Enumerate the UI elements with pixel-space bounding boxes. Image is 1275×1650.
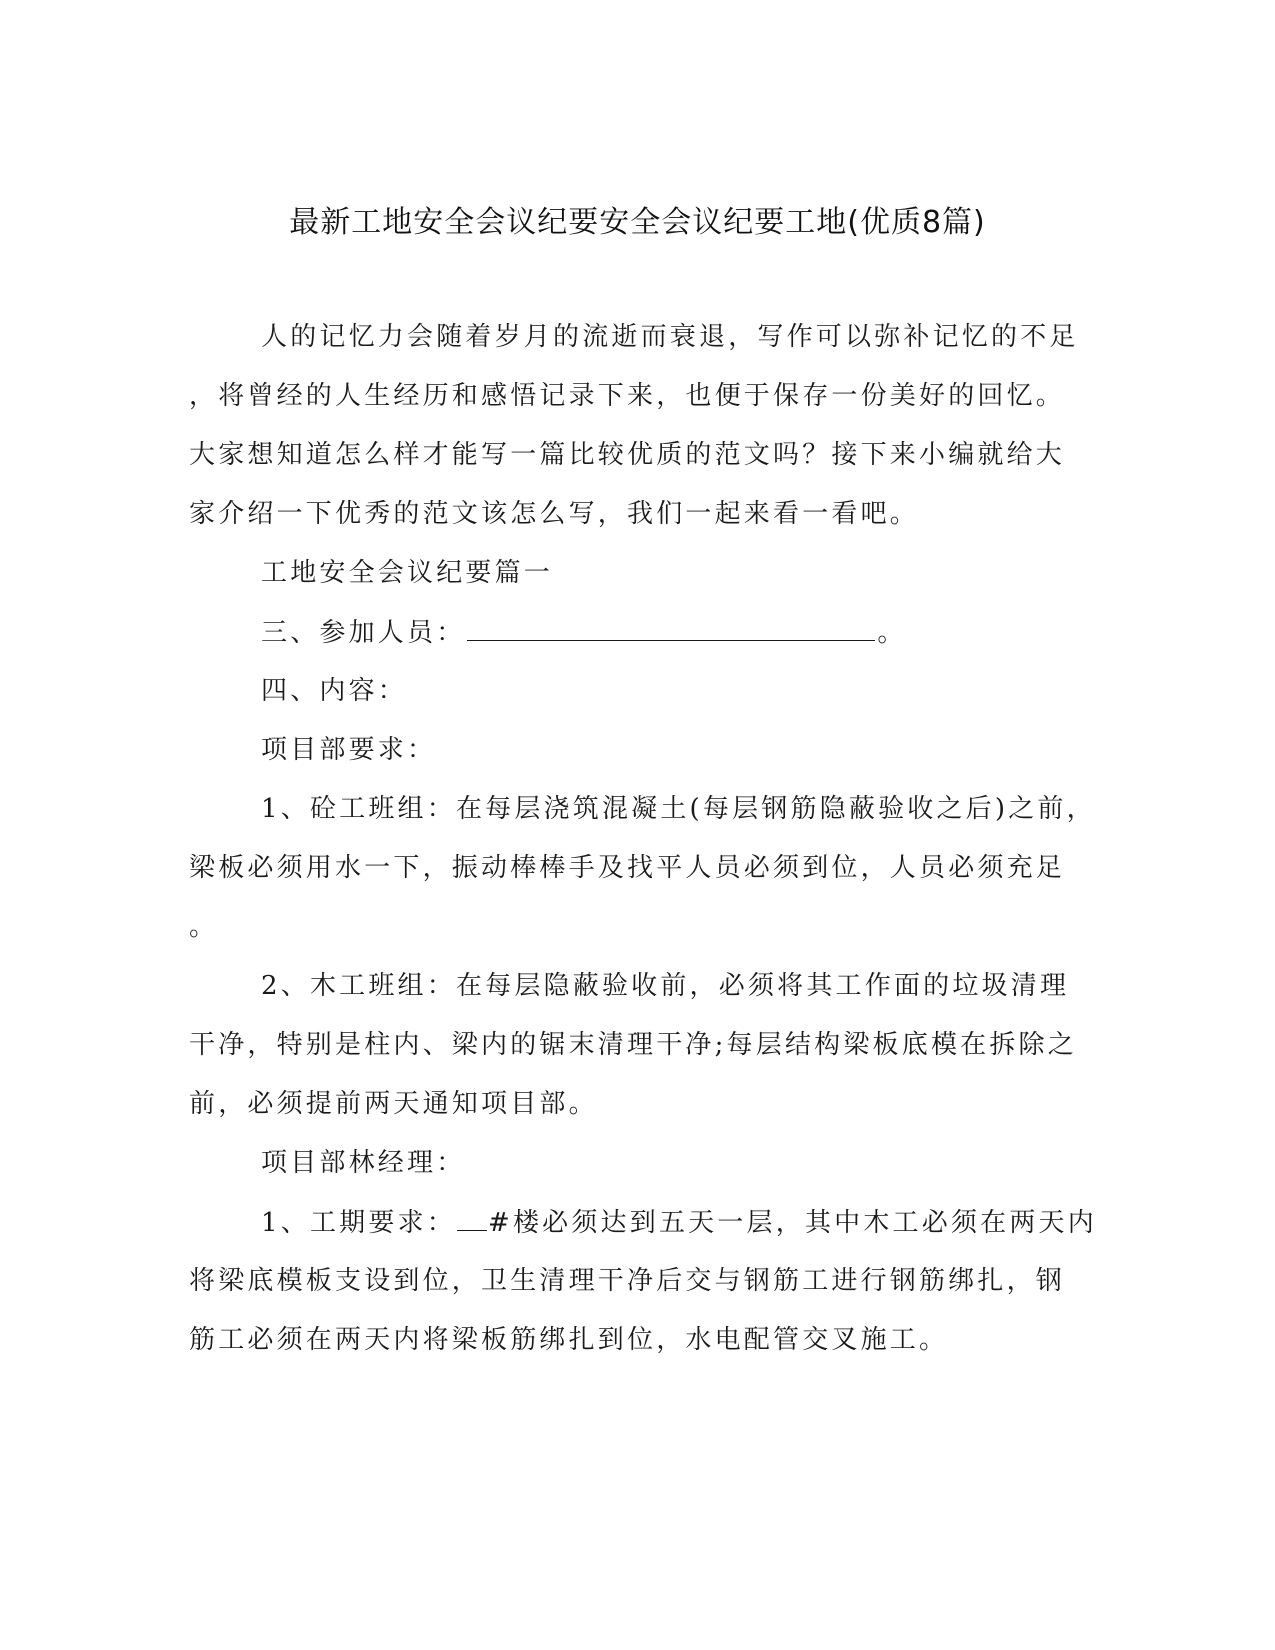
schedule-line-2: 将梁底模板支设到位，卫生清理干净后交与钢筋工进行钢筋绑扎，钢 <box>189 1266 1066 1296</box>
intro-line-4: 家介绍一下优秀的范文该怎么写，我们一起来看一看吧。 <box>189 499 920 529</box>
item2-line-2: 干净，特别是柱内、梁内的锯末清理干净;每层结构梁板底模在拆除之 <box>189 1030 1077 1060</box>
intro-line-1: 人的记忆力会随着岁月的流逝而衰退，写作可以弥补记忆的不足 <box>261 322 1079 352</box>
section-heading: 工地安全会议纪要篇一 <box>261 558 554 588</box>
item1-line-1: 1、砼工班组：在每层浇筑混凝土(每层钢筋隐蔽验收之后)之前， <box>261 794 1096 824</box>
manager-heading: 项目部林经理： <box>261 1148 466 1178</box>
intro-line-2: ，将曾经的人生经历和感悟记录下来，也便于保存一份美好的回忆。 <box>189 381 1066 411</box>
item2-line-1: 2、木工班组：在每层隐蔽验收前，必须将其工作面的垃圾清理 <box>261 971 1070 1001</box>
document-title: 最新工地安全会议纪要安全会议纪要工地(优质8篇) <box>289 205 986 240</box>
building-number-blank <box>457 1204 487 1231</box>
schedule-suffix: #楼必须达到五天一层，其中木工必须在两天内 <box>487 1208 1097 1238</box>
participants-fill-blank <box>467 614 875 641</box>
project-dept-requirements-heading: 项目部要求： <box>261 735 437 765</box>
content-heading: 四、内容： <box>261 676 408 706</box>
schedule-line-1 <box>261 1204 1161 1241</box>
item2-line-3: 前，必须提前两天通知项目部。 <box>189 1089 598 1119</box>
item1-line-2: 梁板必须用水一下，振动棒棒手及找平人员必须到位，人员必须充足 <box>189 853 1066 883</box>
intro-line-3: 大家想知道怎么样才能写一篇比较优质的范文吗？接下来小编就给大 <box>189 440 1066 470</box>
schedule-prefix: 1、工期要求： <box>261 1208 456 1238</box>
schedule-line-3: 筋工必须在两天内将梁板筋绑扎到位，水电配管交叉施工。 <box>189 1325 949 1355</box>
participants-label: 三、参加人员： <box>261 618 466 648</box>
item1-line-3: 。 <box>189 912 219 942</box>
participants-line <box>261 614 1161 651</box>
participants-end: 。 <box>877 618 907 648</box>
